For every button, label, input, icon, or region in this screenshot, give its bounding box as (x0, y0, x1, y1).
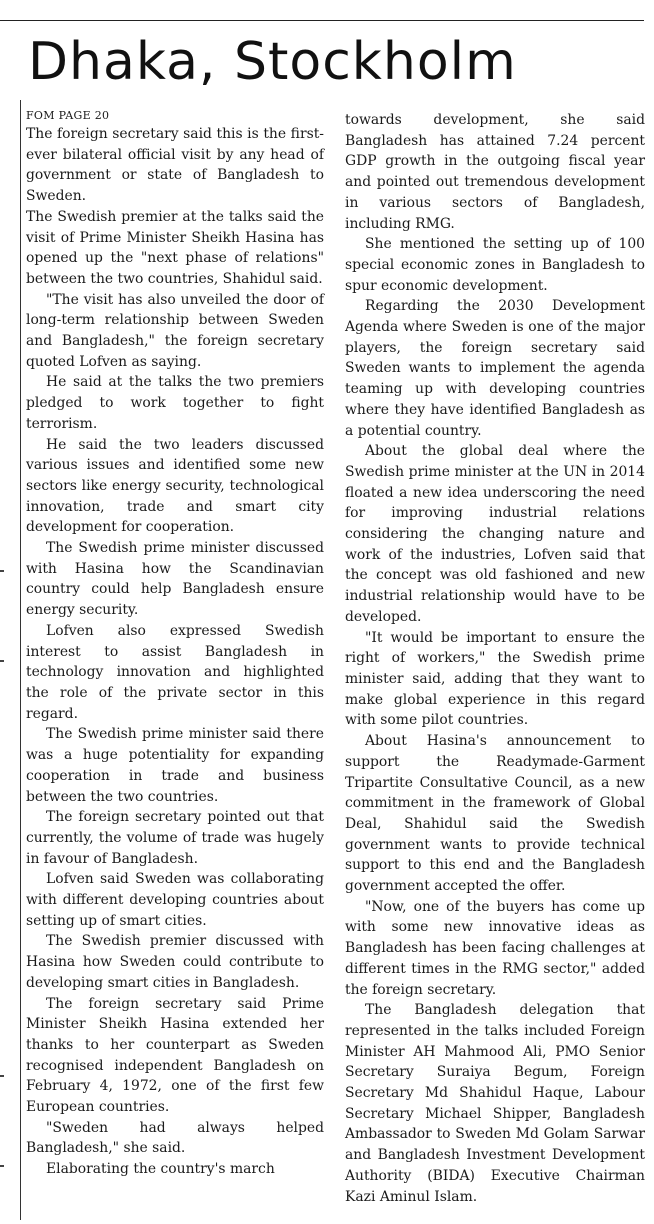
paragraph: Regarding the 2030 Development Agenda where Sweden is one of the major players, the foreign secretary said Sweden wants to implement the agenda teaming up with developing countries where they have identified Bangladesh as a potential country. (345, 298, 645, 439)
paragraph: The Swedish premier at the talks said the visit of Prime Minister Sheikh Hasina has opened up the "next phase of relations" between the two countries, Shahidul said. (26, 208, 324, 287)
headline: Dhaka, Stockholm (28, 32, 517, 92)
paragraph: "Sweden had always helped Bangladesh," she said. (26, 1119, 324, 1157)
paragraph: She mentioned the setting up of 100 special economic zones in Bangladesh to spur economic development. (345, 236, 645, 294)
paragraph: The foreign secretary pointed out that currently, the volume of trade was hugely in favour of Bangladesh. (26, 809, 324, 867)
paragraph: "Now, one of the buyers has come up with some new innovative ideas as Bangladesh has been facing challenges at different times in the RMG sector," added the foreign secretary. (345, 898, 645, 998)
paragraph: Elaborating the country's march (46, 1161, 275, 1178)
paragraph: "The visit has also unveiled the door of long-term relationship between Sweden and Bangladesh," the foreign secretary quoted Lofven as saying. (26, 291, 324, 370)
paragraph: About the global deal where the Swedish prime minister at the UN in 2014 floated a new idea underscoring the need for improving industrial relations considering the changing nature and work of the industries, Lofven said that the concept was old fashioned and new industrial relationship would have to be developed. (345, 443, 645, 625)
paragraph: "It would be important to ensure the right of workers," the Swedish prime minister said, adding that they want to make global experience in this regard with some pilot countries. (345, 629, 645, 729)
cropped-previous-text (30, 0, 630, 4)
paragraph: He said at the talks the two premiers pledged to work together to fight terrorism. (26, 374, 324, 432)
paragraph: Lofven also expressed Swedish interest to assist Bangladesh in technology innovation and highlighted the role of the private sector in this regard. (26, 622, 324, 722)
paragraph: The foreign secretary said Prime Minister Sheikh Hasina extended her thanks to her counterpart as Sweden recognised independent Bangladesh on February 4, 1972, one of the first few European countries. (26, 995, 324, 1116)
column-rule (20, 100, 21, 1220)
article-column-2 (345, 110, 645, 1207)
article-column-1 (26, 108, 324, 1180)
paragraph: Lofven said Sweden was collaborating with different developing countries about setting up of smart cities. (26, 871, 324, 929)
paragraph: The Bangladesh delegation that represented in the talks included Foreign Minister AH Mahmood Ali, PMO Senior Secretary Suraiya Begum, Foreign Secretary Md Shahidul Haque, Labour Secretary Michael Shipper, Bangladesh Ambassador to Sweden Md Golam Sarwar and Bangladesh Investment Development Authority (BIDA) Executive Chairman Kazi Aminul Islam. (345, 1002, 645, 1205)
paragraph: The Swedish prime minister discussed with Hasina how the Scandinavian country could help Bangladesh ensure energy security. (26, 540, 324, 619)
continuation-kicker: FOM PAGE 20 (26, 109, 110, 122)
paragraph: The Swedish prime minister said there was a huge potentiality for expanding cooperation in trade and business between the two countries. (26, 726, 324, 805)
paragraph: towards development, she said Bangladesh has attained 7.24 percent GDP growth in the outgoing fiscal year and pointed out tremendous development in various sectors of Bangladesh, including RMG. (345, 112, 645, 232)
top-rule (0, 20, 644, 21)
paragraph: The foreign secretary said this is the first-ever bilateral official visit by any head of government or state of Bangladesh to Sweden. (26, 126, 324, 205)
paragraph: He said the two leaders discussed various issues and identified some new sectors like energy security, technological innovation, trade and smart city development for cooperation. (26, 436, 324, 536)
paragraph: The Swedish premier discussed with Hasina how Sweden could contribute to developing smart cities in Bangladesh. (26, 933, 324, 991)
paragraph: About Hasina's announcement to support the Readymade-Garment Tripartite Consultative Council, as a new commitment in the framework of Global Deal, Shahidul said the Swedish government wants to provide technical support to this end and the Bangladesh government accepted the offer. (345, 733, 645, 895)
